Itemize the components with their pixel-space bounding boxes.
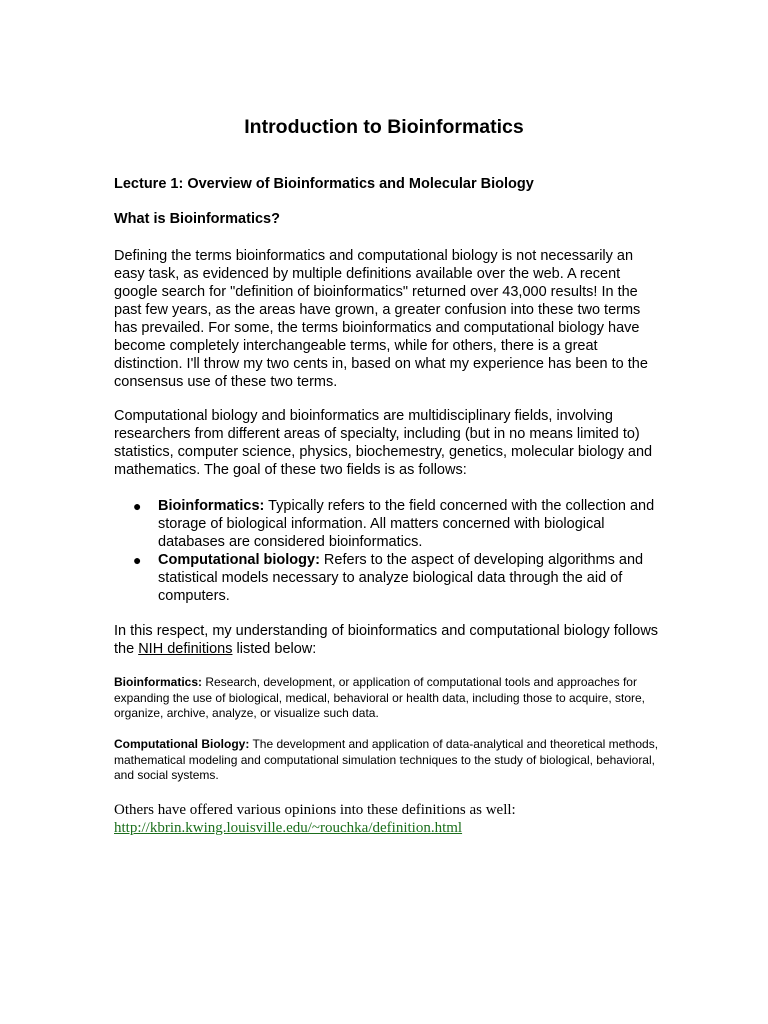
definition-term: Bioinformatics: [114, 675, 203, 689]
bullet-term: Computational biology: [158, 552, 320, 568]
nih-paragraph-lead: In this respect, my understanding of bioinformatics and computational biology follows the [114, 623, 659, 657]
bullet-text: Typically refers to the field concerned with the collection and storage of biological information. All matters concerned with biological databases are considered bioinformatics. [158, 498, 655, 550]
nih-paragraph [114, 622, 666, 658]
section-heading: What is Bioinformatics? [114, 211, 280, 227]
nih-paragraph-tail: listed below: [232, 641, 317, 657]
definitions-bullet-list [114, 497, 666, 605]
definition-url-link[interactable]: http://kbrin.kwing.louisville.edu/~rouchka/definition.html [114, 820, 463, 836]
closing-text: Others have offered various opinions into these definitions as well: [114, 802, 516, 818]
page-title: Introduction to Bioinformatics [244, 116, 524, 138]
fields-paragraph: Computational biology and bioinformatics are multidisciplinary fields, involving researchers from different areas of specialty, including (but in no means limited to) statistics, computer science, physics, biochemestry, genetics, molecular biology and mathematics. The goal of these two fields is as follows: [114, 408, 653, 478]
bullet-text: Refers to the aspect of developing algorithms and statistical models necessary to analyze biological data through the aid of computers. [158, 552, 644, 604]
list-item [114, 551, 666, 605]
closing-block [114, 801, 666, 837]
intro-paragraph: Defining the terms bioinformatics and computational biology is not necessarily an easy task, as evidenced by multiple definitions available over the web. A recent google search for "definition of bioinformatics" returned over 43,000 results! In the past few years, as the areas have grown, a greater confusion into these two terms has prevailed. For some, the terms bioinformatics and computational biology have become completely interchangeable terms, while for others, there is a great distinction. I'll throw my two cents in, based on what my experience has been to the consensus use of these two terms. [114, 248, 648, 390]
definition-text: The development and application of data-analytical and theoretical methods, mathematical modeling and computational simulation techniques to the study of biological, behavioral, and social systems. [114, 737, 659, 782]
lecture-heading: Lecture 1: Overview of Bioinformatics and Molecular Biology [114, 176, 534, 192]
definition-term: Computational Biology: [114, 737, 250, 751]
list-item [114, 497, 666, 551]
definition-text: Research, development, or application of computational tools and approaches for expanding the use of biological, medical, behavioral or health data, including those to acquire, store, organize, archive, analyze, or visualize such data. [114, 675, 646, 720]
nih-definitions-link[interactable]: NIH definitions [138, 641, 233, 657]
nih-definition-computational-biology [114, 737, 666, 784]
bullet-icon: ● [133, 498, 142, 514]
bullet-icon: ● [133, 552, 142, 568]
nih-definition-bioinformatics [114, 675, 666, 722]
bullet-term: Bioinformatics: [158, 498, 265, 514]
